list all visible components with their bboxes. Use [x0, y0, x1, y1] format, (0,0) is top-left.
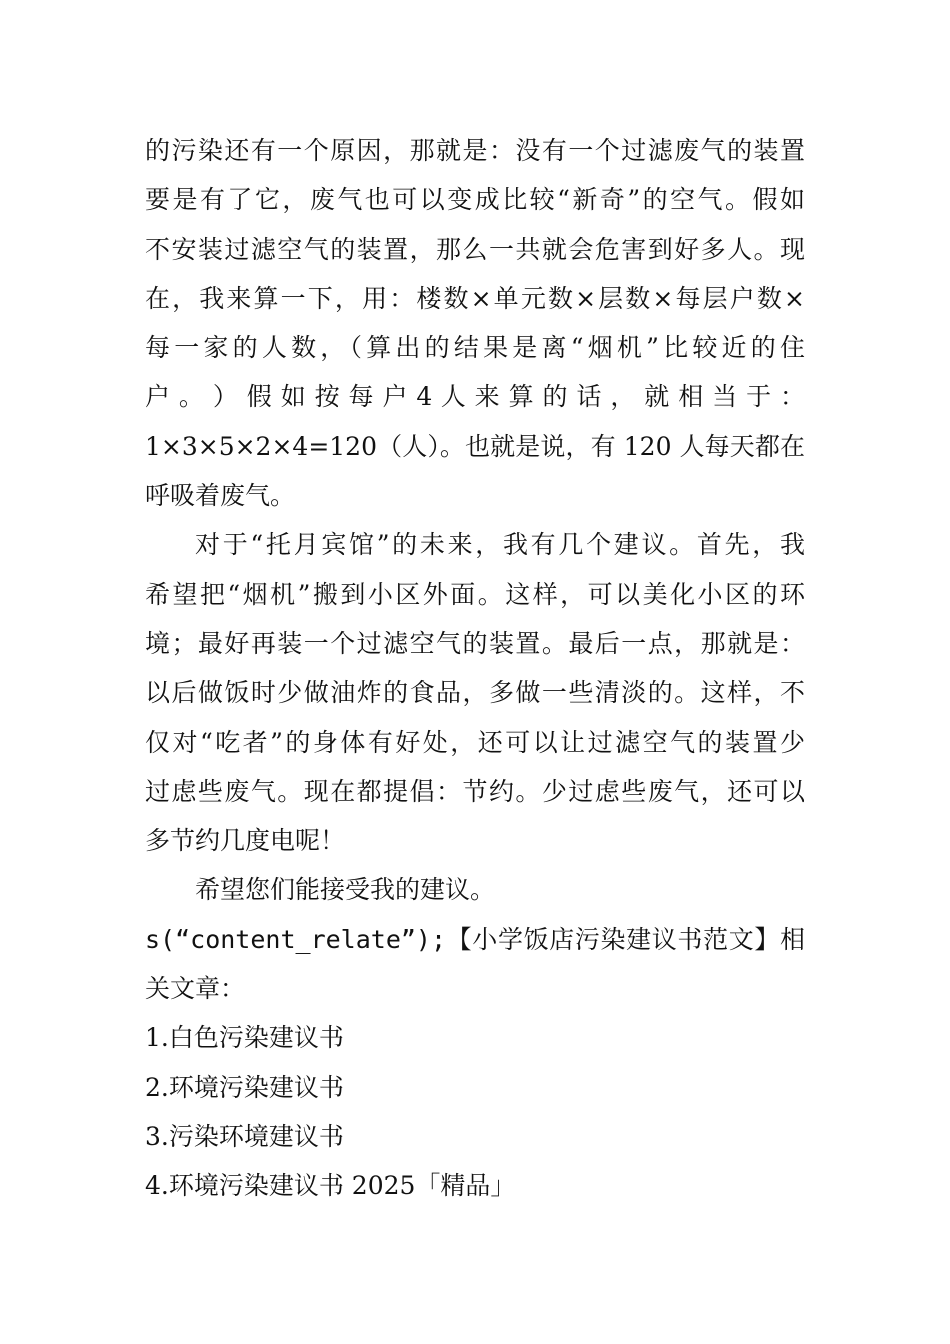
related-item[interactable]: 3.污染环境建议书: [145, 1121, 344, 1151]
text-line: 多节约几度电呢！: [145, 826, 346, 856]
text-line: 在，我来算一下，用：楼数×单元数×层数×每层户数×: [145, 283, 805, 313]
paragraph-suggestions: [145, 520, 805, 865]
paragraph-pollution-cause: [145, 126, 805, 520]
code-snippet: s(“content_relate”);: [145, 924, 447, 954]
related-item[interactable]: 1.白色污染建议书: [145, 1023, 344, 1053]
text-line: 希望把“烟机”搬到小区外面。这样，可以美化小区的环: [145, 579, 805, 609]
text-line: 要是有了它，废气也可以变成比较“新奇”的空气。假如: [145, 185, 805, 215]
text-line: 不安装过滤空气的装置，那么一共就会危害到好多人。现: [145, 234, 805, 264]
text-line: 呼吸着废气。: [145, 481, 296, 511]
text-line: 仅对“吃者”的身体有好处，还可以让过滤空气的装置少: [145, 727, 805, 757]
related-heading: [145, 915, 805, 964]
text-line: 每一家的人数，（算出的结果是离“烟机”比较近的住: [145, 333, 805, 363]
document-body: [145, 126, 805, 1211]
related-heading-continuation: 关文章：: [145, 974, 246, 1004]
text-line: 的污染还有一个原因，那就是：没有一个过滤废气的装置: [145, 136, 805, 165]
related-item[interactable]: 2.环境污染建议书: [145, 1072, 344, 1102]
text-line: 对于“托月宾馆”的未来，我有几个建议。首先，我: [195, 530, 805, 560]
paragraph-closing: 希望您们能接受我的建议。: [195, 875, 496, 905]
text-line: 1×3×5×2×4=120（人）。也就是说，有 120 人每天都在: [145, 431, 805, 461]
text-line: 户 。 ） 假 如 按 每 户 4 人 来 算 的 话 ， 就 相 当 于 ：: [145, 382, 805, 412]
related-item[interactable]: 4.环境污染建议书 2025「精品」: [145, 1171, 516, 1201]
related-articles: [145, 915, 805, 1211]
text-line: 过虑些废气。现在都提倡：节约。少过虑些废气，还可以: [145, 776, 805, 806]
text-line: 以后做饭时少做油炸的食品，多做一些清淡的。这样，不: [145, 678, 805, 708]
related-heading-text: 【小学饭店污染建议书范文】相: [446, 924, 805, 954]
text-line: 境；最好再装一个过滤空气的装置。最后一点，那就是：: [145, 628, 805, 658]
